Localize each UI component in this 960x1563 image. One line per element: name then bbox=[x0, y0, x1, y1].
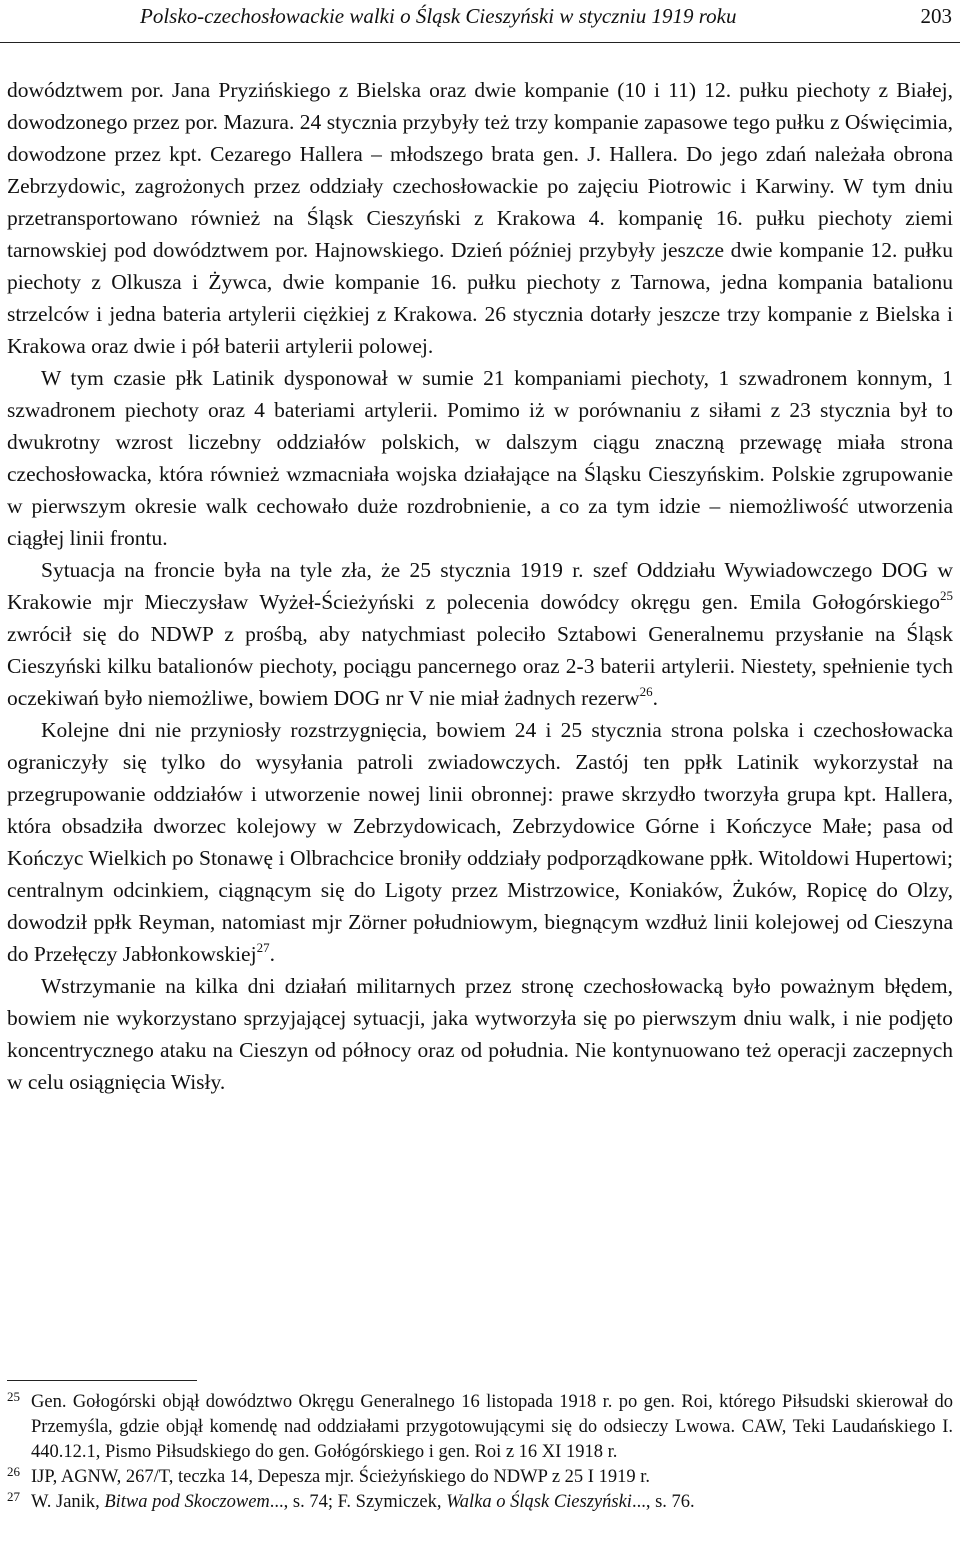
page-number: 203 bbox=[920, 4, 952, 28]
paragraph bbox=[7, 714, 953, 970]
paragraph: W tym czasie płk Latinik dysponował w sumie 21 kompaniami piechoty, 1 szwadronem konnym, 1 szwadronem piechoty oraz 4 bateriami artylerii. Pomimo iż w porównaniu z siłami z 23 stycznia był to dwukrotny wzrost liczebny oddziałów polskich, w dalszym ciągu znaczną przewagę miała strona czechosłowacka, która również wzmacniała wojska działające na Śląsku Cieszyńskim. Polskie zgrupowanie w pierwszym okresie walk cechowało duże rozdrobnienie, a co za tym idzie – niemożliwość utworzenia ciągłej linii frontu. bbox=[7, 366, 953, 550]
paragraph-text: Kolejne dni nie przyniosły rozstrzygnięcia, bowiem 24 i 25 stycznia strona polska i czechosłowacka ograniczyły się tylko do wysyłania patroli zwiadowczych. Zastój ten ppłk Latinik wykorzystał na przegrupowanie oddziałów i utworzenie nowej linii obronnej: prawe skrzydło tworzyła grupa kpt. Hallera, która obsadziła dworzec kolejowy w Zebrzydowicach, Zebrzydowice Górne i Kończyce Małe; pasa od Kończyc Wielkich po Stonawę i Olbrachcice broniły oddziały podporządkowane ppłk. Witoldowi Hupertowi; centralnym odcinkiem, ciągnącym się do Ligoty przez Mistrzowice, Koniaków, Żuków, Ropicę do Olzy, dowodził ppłk Reyman, natomiast mjr Zörner południowym, biegnącym wzdłuż linii kolejowej od Cieszyna do Przełęczy Jabłonkowskiej bbox=[7, 718, 953, 966]
footnote-text: ..., s. 74; F. Szymiczek, bbox=[269, 1492, 447, 1512]
paragraph bbox=[7, 554, 953, 714]
paragraph-text: zwrócił się do NDWP z prośbą, aby natychmiast poleciło Sztabowi Generalnemu przysłanie na Śląsk Cieszyński kilku batalionów piechoty, pociągu pancernego oraz 2-3 baterii artylerii. Niestety, spełnienie tych oczekiwań było niemożliwe, bowiem DOG nr V nie miał żadnych rezerw bbox=[7, 622, 953, 710]
footnote-27 bbox=[7, 1490, 953, 1515]
body-text bbox=[7, 74, 953, 1098]
footnote-book-title: Bitwa pod Skoczowem bbox=[104, 1492, 270, 1512]
footnote-ref-25[interactable]: 25 bbox=[940, 588, 953, 603]
footnote-number: 25 bbox=[7, 1389, 20, 1404]
footnote-divider bbox=[7, 1380, 197, 1381]
running-head-title: Polsko-czechosłowackie walki o Śląsk Cieszyński w styczniu 1919 roku bbox=[140, 4, 737, 28]
footnote-25 bbox=[7, 1390, 953, 1465]
running-head bbox=[0, 0, 960, 43]
paragraph: dowództwem por. Jana Pryzińskiego z Bielska oraz dwie kompanie (10 i 11) 12. pułku piechoty z Białej, dowodzonego przez por. Mazura. 24 stycznia przybyły też trzy kompanie zapasowe tego pułku z Oświęcimia, dowodzone przez kpt. Cezarego Hallera – młodszego brata gen. J. Hallera. Do jego zdań należała obrona Zebrzydowic, zagrożonych przez oddziały czechosłowackie po zajęciu Piotrowic i Karwiny. W tym dniu przetransportowano również na Śląsk Cieszyński z Krakowa 4. kompanię 16. pułku piechoty ziemi tarnowskiej pod dowództwem por. Hajnowskiego. Dzień później przybyły jeszcze dwie kompanie 12. pułku piechoty z Olkusza i Żywca, dwie kompanie 16. pułku piechoty z Tarnowa, jedna kompania batalionu strzelców i jedna bateria artylerii ciężkiej z Krakowa. 26 stycznia dotarły jeszcze trzy kompanie z Bielska i Krakowa oraz dwie i pół baterii artylerii polowej. bbox=[7, 78, 953, 358]
paragraph-text: . bbox=[652, 686, 659, 710]
footnotes bbox=[7, 1390, 953, 1515]
paragraph-text: . bbox=[269, 942, 275, 966]
paragraph-text: Sytuacja na froncie była na tyle zła, że 25 stycznia 1919 r. szef Oddziału Wywiadowczego DOG w Krakowie mjr Mieczysław Wyżeł-Ścieżyński z polecenia dowódcy okręgu gen. Emila Gołogórskiego bbox=[7, 558, 953, 614]
footnote-ref-27[interactable]: 27 bbox=[256, 940, 270, 955]
footnote-text: Gen. Gołogórski objął dowództwo Okręgu Generalnego 16 listopada 1918 r. po gen. Roi, którego Piłsudski skierował do Przemyśla, gdzie objął komendę nad oddziałami przygotowującymi się do odsieczy Lwowa. CAW, Teki Laudańskiego I. 440.12.1, Pismo Piłsudskiego do gen. Gołógórskiego i gen. Roi z 16 XI 1918 r. bbox=[31, 1392, 953, 1462]
footnote-number: 27 bbox=[7, 1489, 20, 1504]
footnote-text: W. Janik, bbox=[31, 1492, 105, 1512]
footnote-book-title: Walka o Śląsk Cieszyński bbox=[446, 1492, 632, 1512]
footnote-text: IJP, AGNW, 267/T, teczka 14, Depesza mjr. Ścieżyńskiego do NDWP z 25 I 1919 r. bbox=[31, 1467, 650, 1487]
paragraph: Wstrzymanie na kilka dni działań militarnych przez stronę czechosłowacką było poważnym błędem, bowiem nie wykorzystano sprzyjającej sytuacji, jaka wytworzyła się po pierwszym dniu walk, i nie podjęto koncentrycznego ataku na Cieszyn od północy oraz od południa. Nie kontynuowano też operacji zaczepnych w celu osiągnięcia Wisły. bbox=[7, 974, 953, 1094]
footnote-text: ..., s. 76. bbox=[631, 1492, 695, 1512]
footnote-number: 26 bbox=[7, 1464, 20, 1479]
footnote-26 bbox=[7, 1465, 953, 1490]
footnote-ref-26[interactable]: 26 bbox=[639, 684, 653, 699]
